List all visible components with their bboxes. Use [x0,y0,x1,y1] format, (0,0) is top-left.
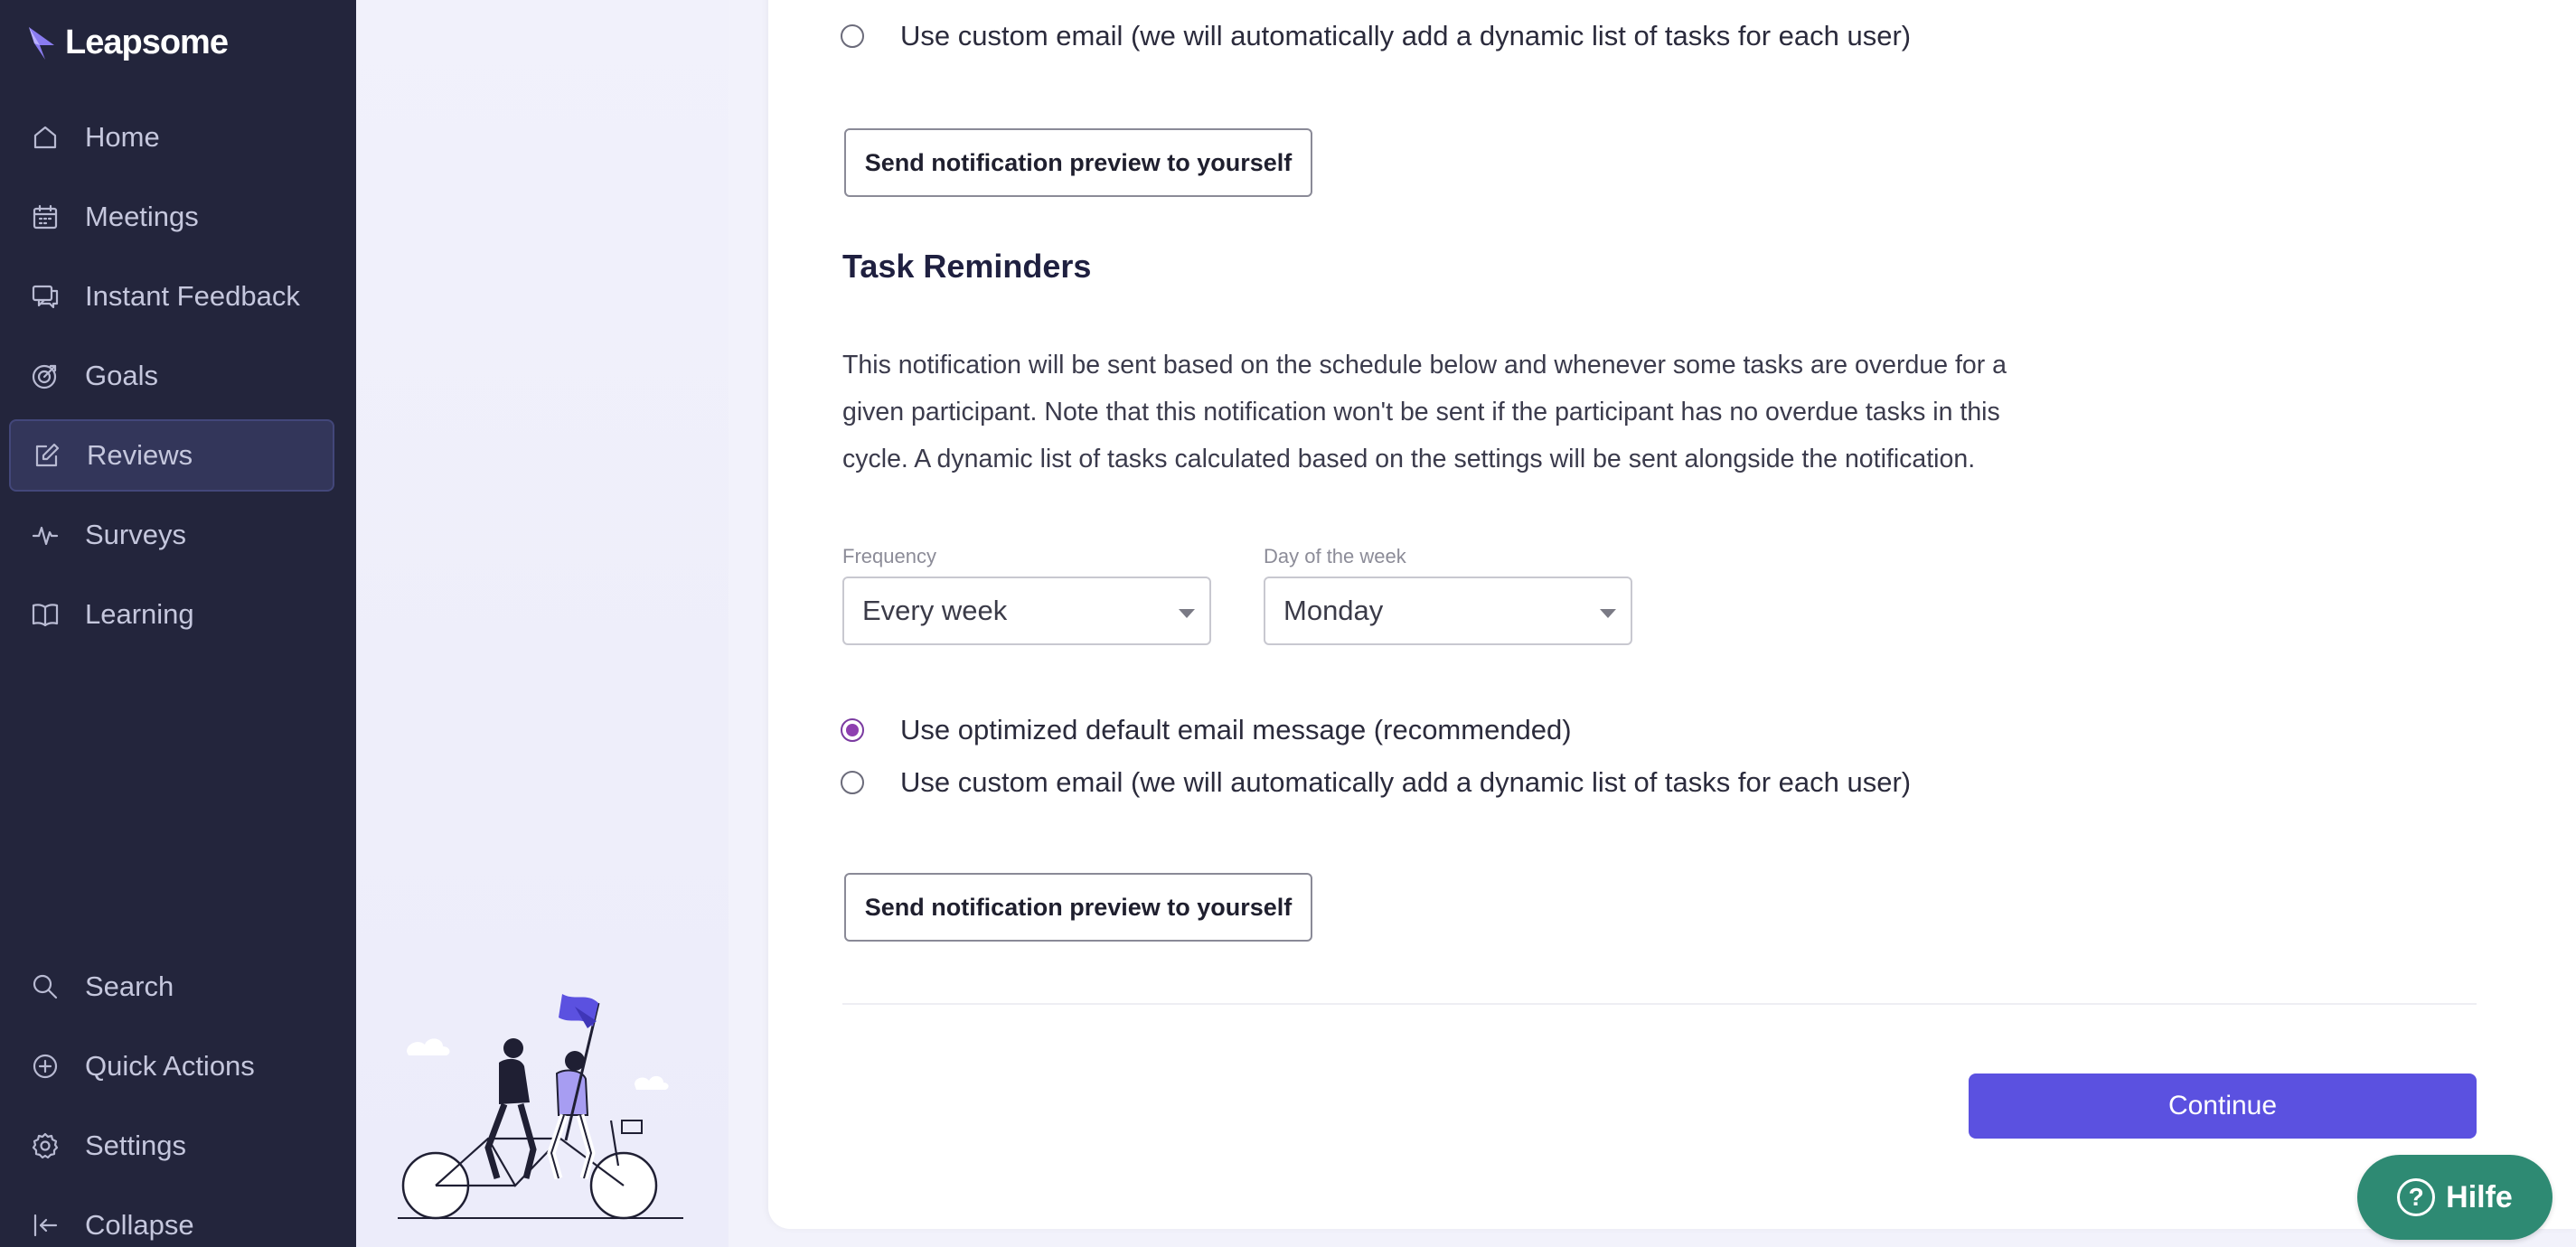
sidebar-item-label: Surveys [85,519,186,550]
frequency-select[interactable] [842,577,1211,645]
section-title: Task Reminders [842,248,1092,285]
sidebar-item-surveys[interactable] [9,499,334,571]
sidebar-item-meetings[interactable] [9,181,334,253]
day-of-week-value: Monday [1283,595,1384,626]
search-icon [29,970,61,1003]
radio-label: Use custom email (we will automatically add a dynamic list of tasks for each user) [900,766,1912,798]
help-label: Hilfe [2446,1179,2513,1214]
sidebar-item-home[interactable] [9,101,334,173]
day-of-week-label: Day of the week [1264,545,1406,567]
sidebar-item-label: Meetings [85,201,199,232]
send-preview-button-top[interactable]: Send notification preview to yourself [844,128,1312,197]
sidebar-item-label: Reviews [87,439,193,471]
sidebar-item-label: Search [85,970,174,1002]
radio-label: Use optimized default email message (recommended) [900,714,1572,745]
chevron-down-icon [1179,609,1195,618]
custom-email-option[interactable] [841,766,1911,799]
radio-button-checked[interactable] [841,718,864,742]
radio-label: Use custom email (we will automatically add a dynamic list of tasks for each user) [900,20,1912,52]
frequency-label: Frequency [842,545,936,567]
radio-button[interactable] [841,24,864,48]
help-button[interactable] [2357,1155,2552,1240]
sidebar-item-label: Quick Actions [85,1050,255,1082]
edit-icon [31,439,63,472]
leapsome-logo[interactable] [27,23,228,62]
sidebar [0,0,356,1247]
sidebar-item-label: Home [85,121,160,153]
tandem-bike-illustration [398,985,687,1229]
continue-button[interactable]: Continue [1969,1074,2477,1139]
sidebar-item-settings[interactable] [9,1110,334,1182]
chat-icon [29,280,61,313]
sidebar-item-goals[interactable] [9,340,334,412]
custom-email-option-top[interactable] [841,20,1911,52]
logo-text: Leapsome [65,23,228,61]
sidebar-item-instant-feedback[interactable] [9,260,334,333]
logo-icon [27,25,58,61]
sidebar-item-reviews[interactable] [9,419,334,492]
question-icon: ? [2397,1178,2435,1216]
sidebar-item-label: Goals [85,360,158,391]
illustration-panel [356,0,729,1247]
day-of-week-select[interactable] [1264,577,1632,645]
sidebar-item-collapse[interactable] [9,1189,334,1247]
sidebar-item-search[interactable] [9,951,334,1023]
chevron-down-icon [1600,609,1616,618]
pulse-icon [29,519,61,551]
frequency-value: Every week [862,595,1008,626]
divider [842,1003,2477,1005]
radio-button[interactable] [841,771,864,794]
send-preview-button[interactable]: Send notification preview to yourself [844,873,1312,942]
sidebar-item-quick-actions[interactable] [9,1030,334,1102]
calendar-icon [29,201,61,233]
plus-circle-icon [29,1050,61,1083]
sidebar-item-label: Instant Feedback [85,280,300,312]
home-icon [29,121,61,154]
sidebar-item-label: Settings [85,1130,187,1161]
book-icon [29,598,61,631]
sidebar-item-learning[interactable] [9,578,334,651]
default-email-option[interactable] [841,714,1572,746]
sidebar-item-label: Collapse [85,1209,194,1241]
section-description: This notification will be sent based on the schedule below and whenever some tasks are overdue for a given participant. Note that this notification won't be sent if the participant has no overdue tasks in this cycle. A dynamic list of tasks calculated based on the settings will be sent alongside the notification. [842,351,2007,473]
collapse-icon [29,1209,61,1242]
sidebar-item-label: Learning [85,598,194,630]
gear-icon [29,1130,61,1162]
target-icon [29,360,61,392]
